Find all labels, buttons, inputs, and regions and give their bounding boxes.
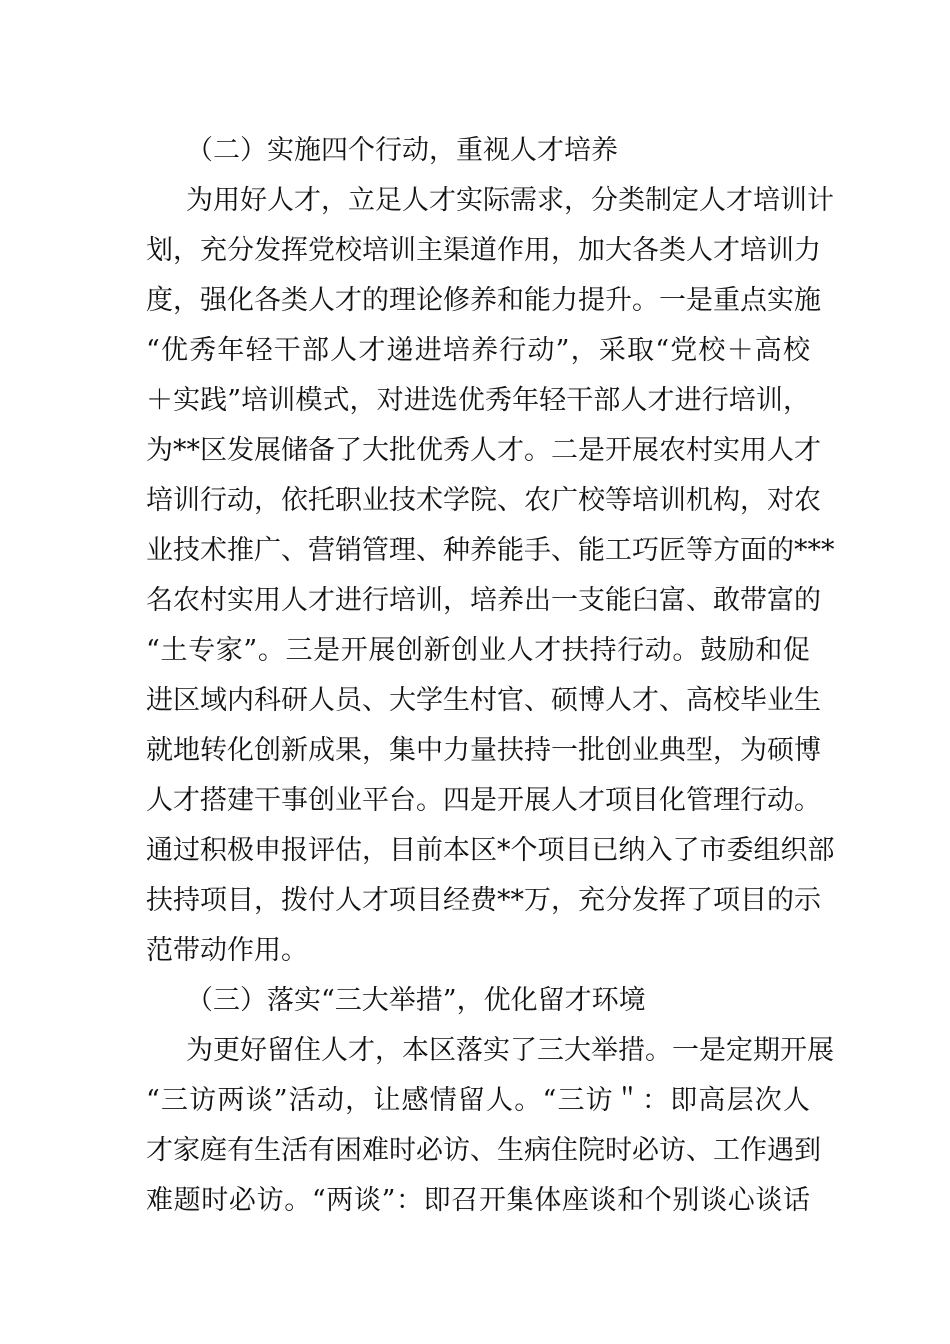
section-2-paragraph — [146, 176, 835, 976]
paragraph-line: 度，强化各类人才的理论修养和能力提升。一是重点实施 — [146, 285, 821, 316]
section-heading-3: （三）落实“三大举措”，优化留才环境 — [186, 985, 646, 1016]
paragraph-line: 难题时必访。“两谈”：即召开集体座谈和个别谈心谈话 — [146, 1185, 810, 1216]
paragraph-line: 才家庭有生活有困难时必访、生病住院时必访、工作遇到 — [146, 1135, 821, 1166]
paragraph-line: ＋实践”培训模式，对进选优秀年轻干部人才进行培训， — [146, 385, 810, 416]
section-3-paragraph — [146, 1026, 834, 1226]
paragraph-line: 为用好人才，立足人才实际需求，分类制定人才培训计 — [186, 185, 834, 216]
paragraph-line: “优秀年轻干部人才递进培养行动”，采取“党校＋高校 — [146, 335, 810, 366]
paragraph-line: 通过积极申报评估，目前本区*个项目已纳入了市委组织部 — [146, 835, 835, 866]
paragraph-line: 人才搭建干事创业平台。四是开展人才项目化管理行动。 — [146, 785, 821, 816]
section-heading-2: （二）实施四个行动，重视人才培养 — [186, 135, 618, 166]
paragraph-line: “三访两谈”活动，让感情留人。“三访＂：即高层次人 — [146, 1085, 810, 1116]
paragraph-line: “土专家”。三是开展创新创业人才扶持行动。鼓励和促 — [146, 635, 810, 666]
paragraph-line: 培训行动，依托职业技术学院、农广校等培训机构，对农 — [146, 485, 821, 516]
paragraph-line: 划，充分发挥党校培训主渠道作用，加大各类人才培训力 — [146, 235, 821, 266]
paragraph-line: 进区域内科研人员、大学生村官、硕博人才、高校毕业生 — [146, 685, 821, 716]
paragraph-line: 为**区发展储备了大批优秀人才。二是开展农村实用人才 — [146, 435, 821, 466]
document-body — [146, 126, 835, 1226]
paragraph-line: 扶持项目，拨付人才项目经费**万，充分发挥了项目的示 — [146, 885, 821, 916]
paragraph-line: 范带动作用。 — [146, 935, 308, 966]
paragraph-line: 为更好留住人才，本区落实了三大举措。一是定期开展 — [186, 1035, 834, 1066]
paragraph-line: 业技术推广、营销管理、种养能手、能工巧匠等方面的*** — [146, 535, 835, 566]
paragraph-line: 就地转化创新成果，集中力量扶持一批创业典型，为硕博 — [146, 735, 821, 766]
paragraph-line: 名农村实用人才进行培训，培养出一支能臼富、敢带富的 — [146, 585, 821, 616]
